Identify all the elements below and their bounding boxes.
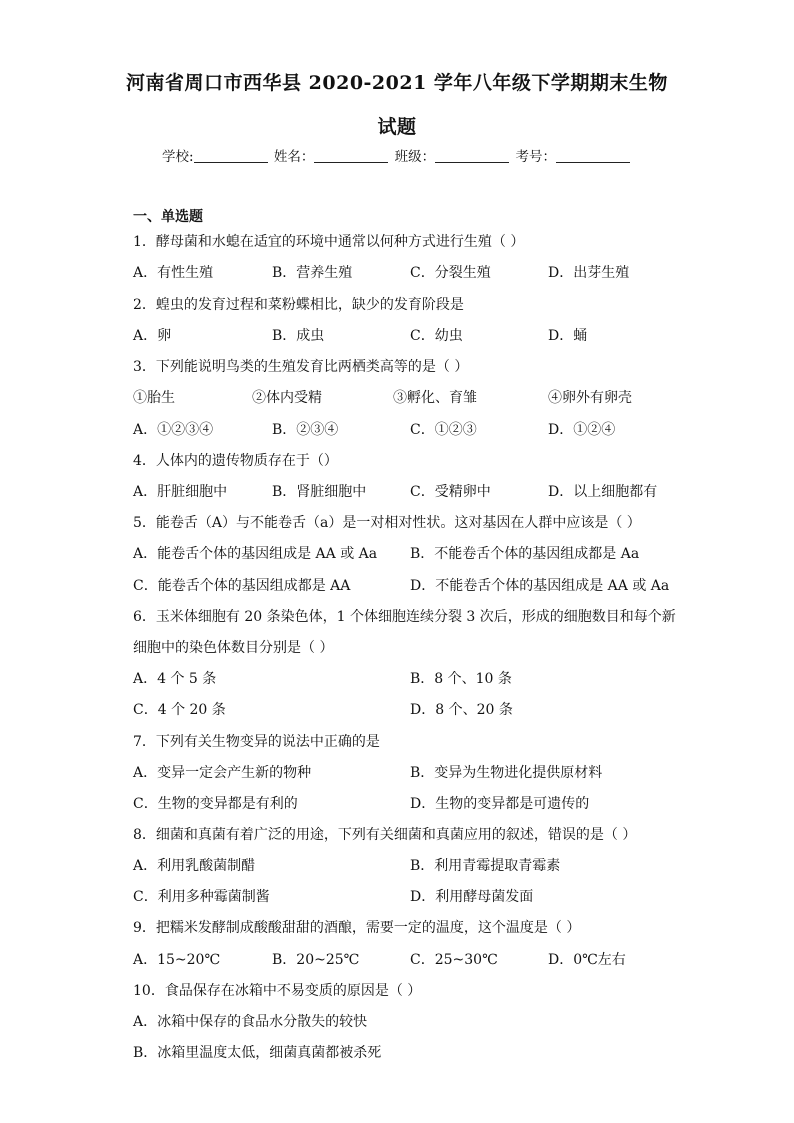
q3-statement-4: ④卵外有卵壳 (548, 390, 632, 406)
exam-title-line2: 试题 (377, 116, 417, 138)
question-10: 10．食品保存在冰箱中不易变质的原因是（ ） (133, 983, 422, 999)
q3-option-d[interactable]: D．①②④ (548, 422, 616, 438)
q10-option-a[interactable]: A．冰箱中保存的食品水分散失的较快 (133, 1014, 368, 1030)
question-1: 1．酵母菌和水螅在适宜的环境中通常以何种方式进行生殖（ ） (133, 234, 525, 250)
class-label: 班级： (394, 149, 436, 165)
q9-option-a[interactable]: A．15~20℃ (133, 952, 221, 968)
number-label: 考号： (515, 149, 556, 165)
class-blank[interactable] (435, 148, 509, 163)
q5-option-c[interactable]: C．能卷舌个体的基因组成都是 AA (133, 578, 351, 594)
q6-option-b[interactable]: B．8 个、10 条 (410, 671, 512, 687)
q6-option-c[interactable]: C．4 个 20 条 (133, 702, 226, 718)
question-3: 3．下列能说明鸟类的生殖发育比两栖类高等的是（ ） (133, 359, 469, 375)
q3-statement-2: ②体内受精 (252, 390, 322, 406)
q5-option-b[interactable]: B．不能卷舌个体的基因组成都是 Aa (410, 546, 640, 562)
question-6-line1: 6．玉米体细胞有 20 条染色体，1 个体细胞连续分裂 3 次后，形成的细胞数目和每个新 (133, 609, 676, 625)
q3-option-b[interactable]: B．②③④ (272, 422, 339, 438)
q5-option-a[interactable]: A．能卷舌个体的基因组成是 AA 或 Aa (133, 546, 378, 562)
school-label: 学校: (162, 149, 194, 165)
q3-statement-3: ③孵化、育雏 (393, 390, 477, 406)
q5-option-d[interactable]: D．不能卷舌个体的基因组成是 AA 或 Aa (410, 578, 670, 594)
question-5: 5．能卷舌（A）与不能卷舌（a）是一对相对性状。这对基因在人群中应该是（ ） (133, 515, 641, 531)
q2-option-d[interactable]: D．蛹 (548, 328, 588, 344)
q1-option-d[interactable]: D．出芽生殖 (548, 265, 630, 281)
section-heading: 一、单选题 (133, 209, 203, 225)
question-2: 2．蝗虫的发育过程和菜粉蝶相比，缺少的发育阶段是 (133, 297, 464, 313)
q7-option-c[interactable]: C．生物的变异都是有利的 (133, 796, 298, 812)
q2-option-a[interactable]: A．卵 (133, 328, 172, 344)
q7-option-b[interactable]: B．变异为生物进化提供原材料 (410, 765, 603, 781)
q4-option-d[interactable]: D．以上细胞都有 (548, 484, 658, 500)
q2-option-b[interactable]: B．成虫 (272, 328, 325, 344)
q4-option-c[interactable]: C．受精卵中 (410, 484, 491, 500)
q8-option-b[interactable]: B．利用青霉提取青霉素 (410, 858, 561, 874)
q1-option-b[interactable]: B．营养生殖 (272, 265, 353, 281)
q1-option-c[interactable]: C．分裂生殖 (410, 265, 491, 281)
q4-option-b[interactable]: B．肾脏细胞中 (272, 484, 367, 500)
question-9: 9．把糯米发酵制成酸酸甜甜的酒酿，需要一定的温度，这个温度是（ ） (133, 920, 581, 936)
question-6-line2: 细胞中的染色体数目分别是（ ） (133, 640, 334, 656)
q3-statement-1: ①胎生 (133, 390, 175, 406)
question-8: 8．细菌和真菌有着广泛的用途，下列有关细菌和真菌应用的叙述，错误的是（ ） (133, 827, 637, 843)
name-blank[interactable] (314, 148, 388, 163)
q6-option-d[interactable]: D．8 个、20 条 (410, 702, 513, 718)
q7-option-a[interactable]: A．变异一定会产生新的物种 (133, 765, 312, 781)
q3-option-c[interactable]: C．①②③ (410, 422, 477, 438)
q8-option-c[interactable]: C．利用多种霉菌制酱 (133, 889, 270, 905)
school-blank[interactable] (194, 148, 268, 163)
q10-option-b[interactable]: B．冰箱里温度太低，细菌真菌都被杀死 (133, 1045, 382, 1061)
q8-option-d[interactable]: D．利用酵母菌发面 (410, 889, 534, 905)
q6-option-a[interactable]: A．4 个 5 条 (133, 671, 217, 687)
question-7: 7．下列有关生物变异的说法中正确的是 (133, 734, 380, 750)
exam-title-line1: 河南省周口市西华县 2020-2021 学年八年级下学期期末生物 (126, 72, 668, 94)
q4-option-a[interactable]: A．肝脏细胞中 (133, 484, 228, 500)
q2-option-c[interactable]: C．幼虫 (410, 328, 463, 344)
number-blank[interactable] (556, 148, 630, 163)
q9-option-d[interactable]: D．0℃左右 (548, 952, 626, 968)
q7-option-d[interactable]: D．生物的变异都是可遗传的 (410, 796, 590, 812)
q3-option-a[interactable]: A．①②③④ (133, 422, 214, 438)
name-label: 姓名： (273, 149, 315, 165)
q1-option-a[interactable]: A．有性生殖 (133, 265, 214, 281)
q9-option-c[interactable]: C．25~30℃ (410, 952, 498, 968)
q9-option-b[interactable]: B．20~25℃ (272, 952, 360, 968)
question-4: 4．人体内的遗传物质存在于（） (133, 453, 338, 469)
q8-option-a[interactable]: A．利用乳酸菌制醋 (133, 858, 256, 874)
student-info-line (0, 145, 794, 165)
